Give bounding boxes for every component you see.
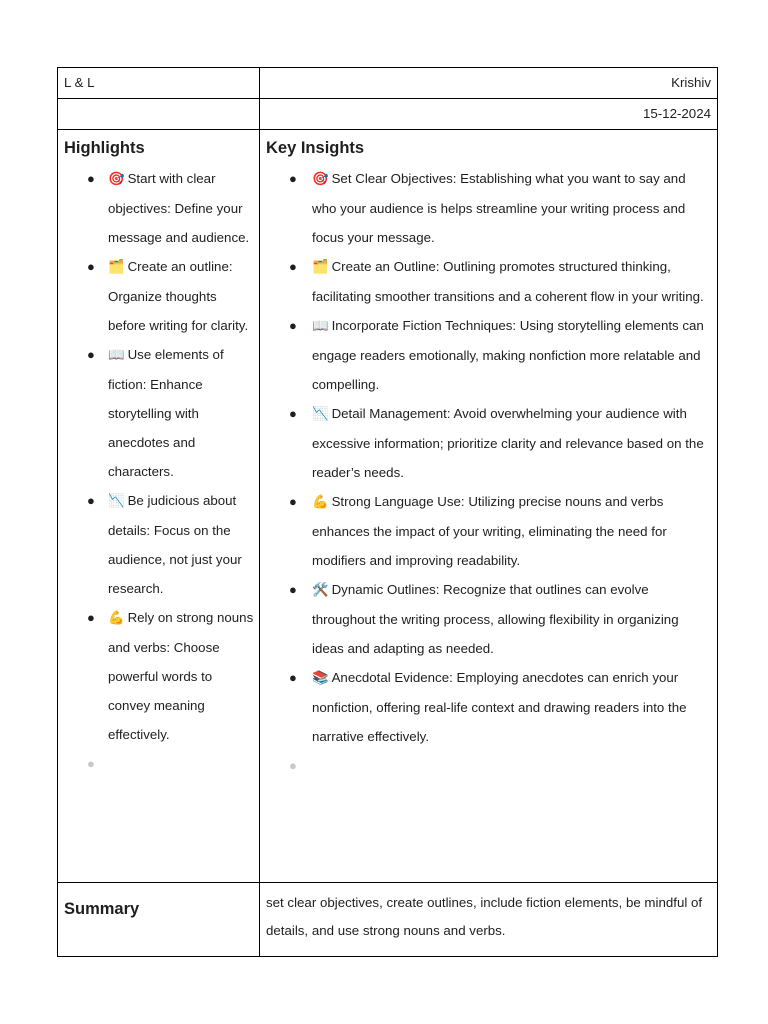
target-icon: 🎯 [312, 172, 329, 187]
bullet-icon: ● [289, 494, 297, 509]
tools-icon: 🛠️ [312, 583, 329, 598]
summary-text: set clear objectives, create outlines, include fiction elements, be mindful of details, and use strong nouns and verbs. [266, 895, 703, 938]
flexed-biceps-icon: 💪 [108, 611, 125, 626]
list-item-text: Create an outline: Organize thoughts before writing for clarity. [108, 259, 249, 333]
list-item[interactable] [58, 164, 259, 252]
bullet-icon: ● [87, 493, 95, 508]
list-item[interactable] [260, 311, 717, 399]
list-item[interactable] [58, 252, 259, 340]
bullet-icon: ● [289, 758, 297, 773]
list-item[interactable] [260, 399, 717, 487]
list-item-text: Incorporate Fiction Techniques: Using storytelling elements can engage readers emotionally, making nonfiction more relatable and compelling. [312, 318, 704, 392]
list-item-text: Use elements of fiction: Enhance storytelling with anecdotes and characters. [108, 347, 224, 479]
date-cell[interactable] [260, 99, 718, 130]
bullet-icon: ● [289, 406, 297, 421]
list-item-text: Start with clear objectives: Define your message and audience. [108, 171, 250, 245]
chart-decreasing-icon: 📉 [312, 407, 329, 422]
list-item[interactable] [58, 486, 259, 603]
list-item[interactable] [260, 663, 717, 751]
summary-heading-cell[interactable] [58, 883, 260, 957]
title-row [58, 68, 718, 99]
highlights-list [58, 164, 259, 778]
list-item-text: Be judicious about details: Focus on the audience, not just your research. [108, 493, 242, 596]
list-item[interactable] [260, 252, 717, 311]
bullet-icon: ● [87, 756, 95, 771]
open-book-icon: 📖 [108, 348, 125, 363]
summary-heading: Summary [64, 900, 140, 918]
bullet-icon: ● [87, 347, 95, 362]
open-book-icon: 📖 [312, 319, 329, 334]
bullet-icon: ● [289, 582, 297, 597]
folder-icon: 🗂️ [312, 260, 329, 275]
target-icon: 🎯 [108, 172, 125, 187]
highlights-cell[interactable] [58, 130, 260, 883]
insights-list [260, 164, 717, 780]
content-row [58, 130, 718, 883]
summary-row [58, 883, 718, 957]
list-item-text: Strong Language Use: Utilizing precise nouns and verbs enhances the impact of your writing, eliminating the need for modifiers and improving readability. [312, 494, 667, 568]
author-cell[interactable] [260, 68, 718, 99]
empty-cell[interactable] [58, 99, 260, 130]
empty-list-item[interactable] [58, 749, 259, 778]
list-item-text: Rely on strong nouns and verbs: Choose powerful words to convey meaning effectively. [108, 610, 254, 742]
chart-decreasing-icon: 📉 [108, 494, 125, 509]
books-icon: 📚 [312, 671, 329, 686]
date-row [58, 99, 718, 130]
insights-heading: Key Insights [266, 139, 365, 157]
list-item-text: Anecdotal Evidence: Employing anecdotes can enrich your nonfiction, offering real-life context and drawing readers into the narrative effectively. [312, 670, 687, 744]
list-item[interactable] [260, 575, 717, 663]
list-item[interactable] [260, 164, 717, 252]
list-item-text: Set Clear Objectives: Establishing what you want to say and who your audience is helps streamline your writing process and focus your message. [312, 171, 686, 245]
document-date: 15-12-2024 [642, 106, 711, 121]
highlights-heading: Highlights [64, 139, 145, 157]
list-item-text: Create an Outline: Outlining promotes structured thinking, facilitating smoother transitions and a coherent flow in your writing. [312, 259, 704, 304]
list-item[interactable] [260, 487, 717, 575]
list-item-text: Dynamic Outlines: Recognize that outlines can evolve throughout the writing process, allowing flexibility in organizing ideas and adapting as needed. [312, 582, 679, 656]
author-name: Krishiv [671, 75, 711, 90]
list-item[interactable] [58, 340, 259, 486]
insights-cell[interactable] [260, 130, 718, 883]
bullet-icon: ● [289, 670, 297, 685]
bullet-icon: ● [87, 259, 95, 274]
list-item[interactable] [58, 603, 259, 749]
title-cell[interactable] [58, 68, 260, 99]
bullet-icon: ● [289, 171, 297, 186]
summary-text-cell[interactable] [260, 883, 718, 957]
folder-icon: 🗂️ [108, 260, 125, 275]
list-item-text: Detail Management: Avoid overwhelming your audience with excessive information; prioritize clarity and relevance based on the reader’s needs. [312, 406, 704, 480]
notes-table [57, 67, 718, 957]
bullet-icon: ● [289, 318, 297, 333]
bullet-icon: ● [87, 171, 95, 186]
bullet-icon: ● [87, 610, 95, 625]
bullet-icon: ● [289, 259, 297, 274]
document-title: L & L [64, 75, 95, 90]
flexed-biceps-icon: 💪 [312, 495, 329, 510]
empty-list-item[interactable] [260, 751, 717, 780]
